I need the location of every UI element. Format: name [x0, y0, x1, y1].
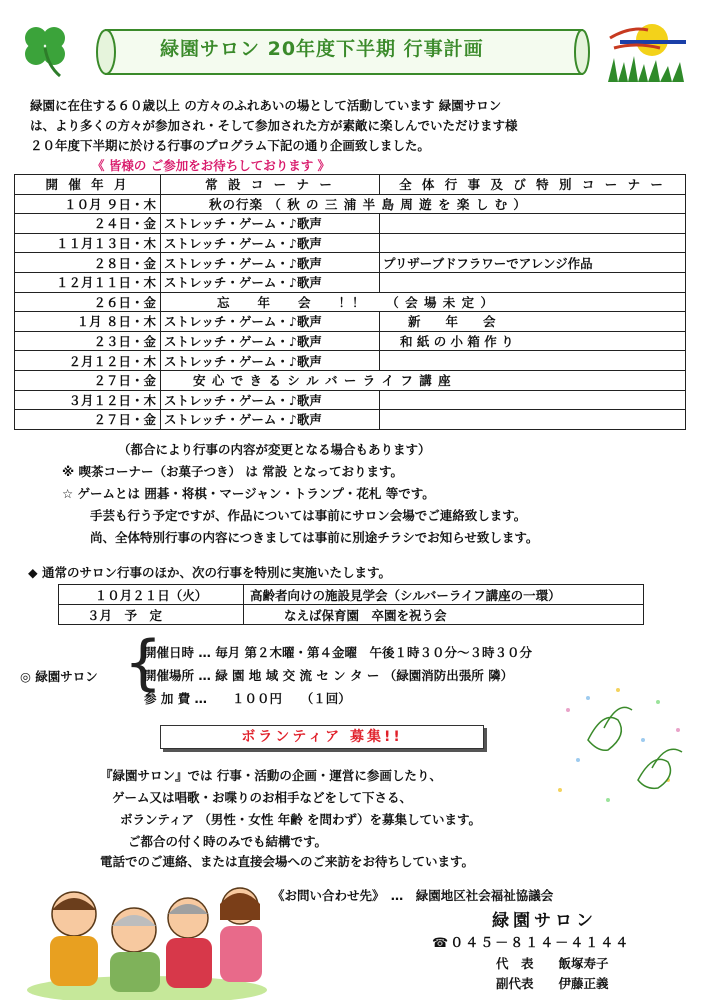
row-span-event: 安 心 で き る シ ル バ ー ラ イ フ 講 座: [161, 370, 686, 390]
special-event: 高齢者向けの施設見学会（シルバーライフ講座の一環）: [244, 585, 644, 605]
volunteer-line-1: 『緑園サロン』では 行事・活動の企画・運営に参画したり、: [100, 768, 442, 783]
note-cafe: ※ 喫茶コーナー（お菓子つき） は 常設 となっております。: [62, 464, 404, 479]
volunteer-line-2: ゲーム又は唱歌・お喋りのお相手などをして下さる、: [112, 790, 413, 805]
contact-org: 緑園サロン: [492, 911, 597, 931]
seniors-group-illustration: [22, 880, 272, 1000]
table-row: [15, 351, 686, 371]
contact-label: 《お問い合わせ先》 … 緑園地区社会福祉協議会: [272, 888, 554, 903]
row-special: [380, 272, 686, 292]
row-date: １０月 ９日・木: [15, 194, 161, 214]
header-special: 全 体 行 事 及 び 特 別 コ ー ナ ー: [380, 175, 686, 195]
note-flyer: 尚、全体特別行事の内容につきましては事前に別途チラシでお知らせ致します。: [90, 530, 539, 545]
row-date: １２月１１日・木: [15, 272, 161, 292]
header-date: 開 催 年 月: [15, 175, 161, 195]
special-event: なえば保育園 卒園を祝う会: [244, 605, 644, 625]
table-row: [15, 312, 686, 332]
intro-line-3: ２０年度下半期に於ける行事のプログラム下記の通り企画致しました。: [30, 138, 430, 153]
row-special: [380, 214, 686, 234]
row-special: 和 紙 の 小 箱 作 り: [380, 331, 686, 351]
row-regular: ストレッチ・ゲーム・♪歌声: [161, 233, 380, 253]
table-row: [15, 292, 686, 312]
row-regular: ストレッチ・ゲーム・♪歌声: [161, 410, 380, 430]
row-special: 新 年 会: [380, 312, 686, 332]
table-row: [15, 331, 686, 351]
row-special: [380, 233, 686, 253]
special-events-table: [58, 584, 644, 625]
row-special: [380, 410, 686, 430]
row-special: [380, 351, 686, 371]
row-regular: ストレッチ・ゲーム・♪歌声: [161, 214, 380, 234]
doves-icon: [548, 680, 698, 820]
row-span-event: 忘 年 会 ！！ （ 会 場 未 定 ）: [161, 292, 686, 312]
intro-line-2: は、より多くの方々が参加され・そして参加された方が素敵に楽しんでいただけます様: [30, 118, 518, 133]
info-fee: 参 加 費 … １００円 （１回）: [144, 691, 351, 706]
special-date: １０月２１日（火）: [59, 585, 244, 605]
table-row: [15, 253, 686, 273]
row-regular: ストレッチ・ゲーム・♪歌声: [161, 272, 380, 292]
row-regular: ストレッチ・ゲーム・♪歌声: [161, 253, 380, 273]
row-date: ２８日・金: [15, 253, 161, 273]
table-row: [59, 605, 644, 625]
volunteer-banner: ボランティア 募集!!: [160, 725, 484, 749]
note-games: ☆ ゲームとは 囲碁・将棋・マージャン・トランプ・花札 等です。: [62, 486, 435, 501]
contact-vice-representative: 副代表 伊藤正義: [496, 976, 609, 991]
table-row: [15, 390, 686, 410]
header-regular: 常 設 コ ー ナ ー: [161, 175, 380, 195]
salon-label: ◎ 緑園サロン: [20, 669, 98, 684]
row-span-event: 秋の行楽 （ 秋 の 三 浦 半 島 周 遊 を 楽 し む ）: [161, 194, 686, 214]
row-special: プリザーブドフラワーでアレンジ作品: [380, 253, 686, 273]
contact-phone: ☎０４５－８１４－４１４４: [432, 936, 631, 951]
row-date: ２４日・金: [15, 214, 161, 234]
schedule-header-row: [15, 175, 686, 195]
row-regular: ストレッチ・ゲーム・♪歌声: [161, 390, 380, 410]
note-change: （都合により行事の内容が変更となる場合もあります）: [118, 442, 431, 457]
row-regular: ストレッチ・ゲーム・♪歌声: [161, 351, 380, 371]
row-special: [380, 390, 686, 410]
table-row: [15, 214, 686, 234]
contact-representative: 代 表 飯塚寿子: [496, 956, 609, 971]
table-row: [59, 585, 644, 605]
special-date: ３月 予 定: [59, 605, 244, 625]
row-regular: ストレッチ・ゲーム・♪歌声: [161, 312, 380, 332]
sunset-grass-icon: [600, 18, 690, 84]
table-row: [15, 233, 686, 253]
row-date: １月 ８日・木: [15, 312, 161, 332]
volunteer-line-5: 電話でのご連絡、または直接会場へのご来訪をお待ちしています。: [100, 854, 475, 869]
row-date: ２６日・金: [15, 292, 161, 312]
brace-glyph: {: [124, 628, 163, 698]
table-row: [15, 370, 686, 390]
intro-line-1: 緑園に在住する６０歳以上 の方々のふれあいの場として活動しています 緑園サロン: [30, 98, 502, 113]
table-row: [15, 272, 686, 292]
schedule-table: [14, 174, 686, 430]
row-date: ２月１２日・木: [15, 351, 161, 371]
clover-icon: [14, 18, 76, 80]
table-row: [15, 410, 686, 430]
info-venue: 開催場所 … 緑 園 地 域 交 流 セ ン タ ー （緑園消防出張所 隣）: [144, 668, 514, 683]
row-regular: ストレッチ・ゲーム・♪歌声: [161, 331, 380, 351]
row-date: ２７日・金: [15, 370, 161, 390]
note-crafts: 手芸も行う予定ですが、作品については事前にサロン会場でご連絡致します。: [90, 508, 527, 523]
info-schedule: 開催日時 … 毎月 第２木曜・第４金曜 午後１時３０分～３時３０分: [144, 645, 533, 660]
volunteer-line-4: ご都合の付く時のみでも結構です。: [128, 834, 328, 849]
row-date: ２３日・金: [15, 331, 161, 351]
row-date: １１月１３日・木: [15, 233, 161, 253]
special-lead: ◆ 通常のサロン行事のほか、次の行事を特別に実施いたします。: [28, 565, 391, 580]
row-date: ３月１２日・木: [15, 390, 161, 410]
volunteer-line-3: ボランティア （男性・女性 年齢 を問わず）を募集しています。: [120, 812, 482, 827]
row-date: ２７日・金: [15, 410, 161, 430]
welcome-message: 《 皆様の ご参加をお待ちしております 》: [92, 158, 331, 173]
table-row: [15, 194, 686, 214]
page-title: 緑園サロン 20年度下半期 行事計画: [160, 38, 484, 60]
